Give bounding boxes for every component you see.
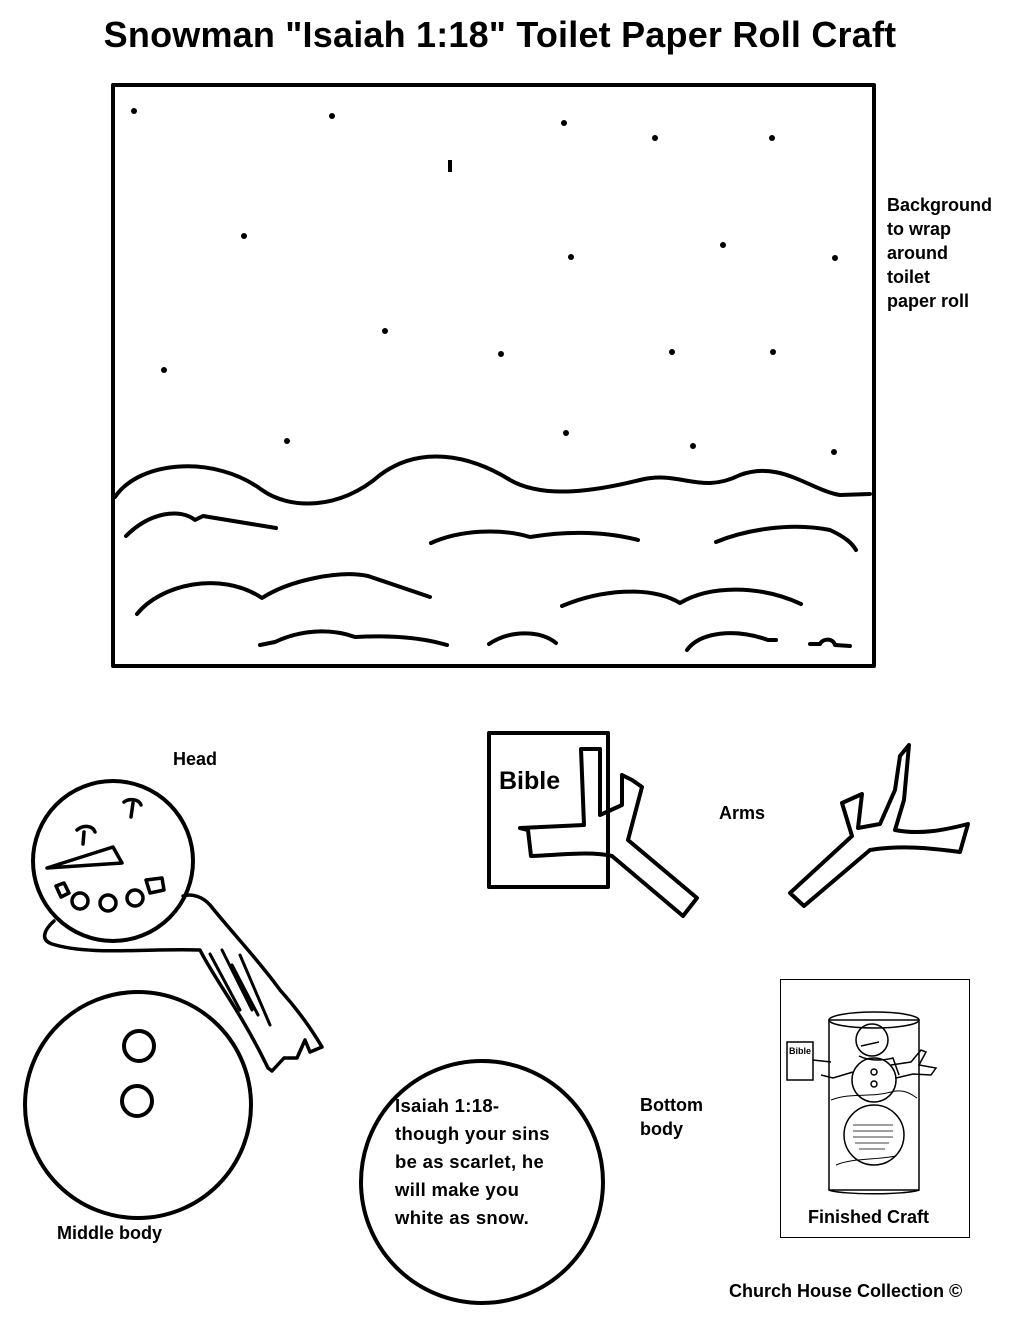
verse-line: be as scarlet, he [395, 1151, 545, 1172]
background-label-line: Background [887, 195, 993, 215]
bible-label: Bible [499, 767, 561, 795]
background-label-line: paper roll [887, 291, 970, 311]
snowman-head [33, 781, 322, 1071]
finished-craft-drawing [781, 980, 971, 1239]
verse-text [395, 1092, 595, 1232]
snow-dots [131, 108, 838, 455]
background-label-line: to wrap [887, 219, 952, 239]
arm-right [790, 745, 968, 906]
scarf [45, 895, 322, 1071]
finished-craft-label: Finished Craft [808, 1207, 930, 1227]
verse-line: white as snow. [395, 1207, 530, 1228]
snowman-middle-body [25, 992, 251, 1218]
carrot-nose-icon [47, 847, 122, 868]
snow-hills [115, 456, 870, 650]
finished-craft-thumbnail [780, 979, 970, 1238]
mouth-stones [56, 878, 164, 911]
verse-line: will make you [395, 1179, 520, 1200]
bottom-body-label [640, 1093, 703, 1141]
background-label-line: around [887, 243, 948, 263]
bottom-body-label-line: Bottom [640, 1095, 703, 1115]
background-panel [113, 85, 874, 666]
thumbnail-bible-label: Bible [789, 1046, 812, 1056]
verse-line: though your sins [395, 1123, 550, 1144]
background-label [887, 193, 1012, 313]
bottom-body-label-line: body [640, 1119, 683, 1139]
bible-cutout [489, 733, 608, 887]
verse-line: Isaiah 1:18- [395, 1095, 500, 1116]
arms-label: Arms [719, 803, 766, 823]
copyright-text: Church House Collection © [729, 1281, 963, 1301]
head-label: Head [173, 749, 218, 769]
page-title: Snowman "Isaiah 1:18" Toilet Paper Roll Craft [103, 14, 897, 55]
middle-body-label: Middle body [57, 1223, 162, 1243]
background-label-line: toilet [887, 267, 930, 287]
